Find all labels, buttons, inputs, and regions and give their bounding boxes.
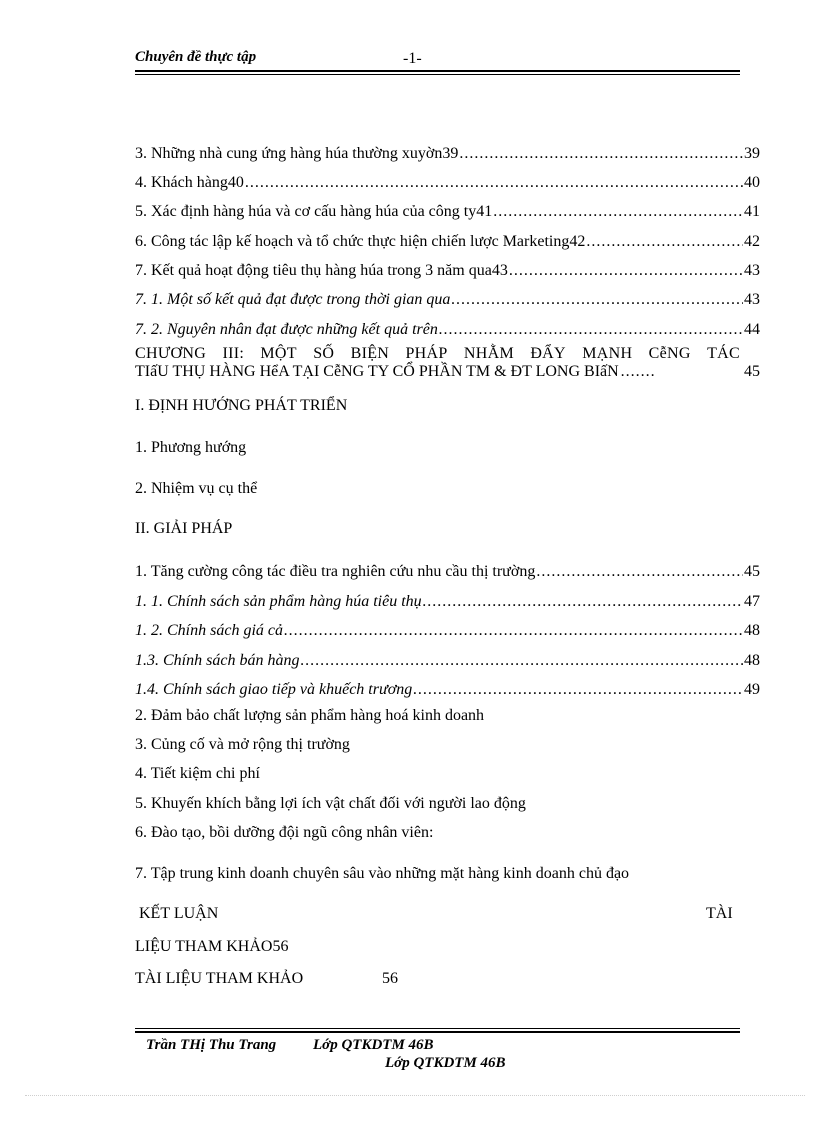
toc-entry-page: 48 (744, 652, 760, 669)
toc-entry[interactable] (135, 141, 760, 163)
toc-chapter-entry[interactable] (135, 345, 760, 381)
toc-leader: ....... (620, 363, 656, 380)
toc-entry[interactable] (135, 258, 760, 280)
conclusion-heading[interactable]: KẾT LUẬN (139, 905, 219, 922)
toc-item[interactable]: 6. Đào tạo, bồi dưỡng đội ngũ công nhân viên: (135, 824, 434, 841)
footer-rule-thin (135, 1028, 740, 1029)
toc-item[interactable]: 2. Đảm bảo chất lượng sản phẩm hàng hoá kinh doanh (135, 707, 485, 724)
toc-entry-page: 44 (744, 321, 760, 338)
toc-entry-text: 1.3. Chính sách bán hàng (135, 652, 300, 669)
toc-entry[interactable] (135, 589, 760, 611)
chapter-heading-line2 (135, 363, 760, 381)
toc-entry-page: 43 (744, 291, 760, 308)
toc-entry-page: 45 (744, 363, 760, 380)
chapter-word: BIỆN (350, 345, 390, 362)
toc-leader (451, 291, 743, 309)
page-edge-divider (25, 1095, 805, 1096)
footer-author: Trần THị Thu Trang (146, 1037, 277, 1053)
references-page: 56 (382, 970, 398, 987)
toc-leader (245, 174, 743, 192)
chapter-heading-line1 (135, 345, 740, 363)
chapter-word: MẠNH (582, 345, 633, 362)
toc-leader (459, 145, 743, 163)
toc-leader (536, 563, 743, 581)
toc-entry-page: 43 (744, 262, 760, 279)
chapter-word: NHẰM (463, 345, 514, 362)
toc-item[interactable]: 2. Nhiệm vụ cụ thể (135, 480, 258, 497)
toc-entry-text: 5. Xác định hàng húa và cơ cấu hàng húa của công ty41 (135, 203, 493, 220)
toc-entry[interactable] (135, 618, 760, 640)
header-rule-thin (135, 74, 740, 75)
toc-entry-text: 3. Những nhà cung ứng hàng húa thường xuyờn39 (135, 145, 459, 162)
references-line[interactable]: LIỆU THAM KHẢO56 (135, 938, 289, 955)
toc-entry-text: 4. Khách hàng40 (135, 174, 244, 191)
toc-item[interactable]: 7. Tập trung kinh doanh chuyên sâu vào những mặt hàng kinh doanh chủ đạo (135, 865, 630, 882)
toc-entry-text: 6. Công tác lập kế hoạch và tổ chức thực hiện chiến lược Marketing42 (135, 233, 586, 250)
toc-leader (439, 321, 743, 339)
toc-leader (509, 262, 743, 280)
toc-entry[interactable] (135, 229, 760, 251)
toc-entry[interactable] (135, 559, 760, 581)
header-rule-thick (135, 70, 740, 72)
toc-entry-page: 42 (744, 233, 760, 250)
toc-item[interactable]: 1. Phương hướng (135, 439, 247, 456)
toc-leader (493, 203, 743, 221)
toc-item[interactable]: 5. Khuyến khích bằng lợi ích vật chất đối với người lao động (135, 795, 526, 812)
toc-entry-text: 1.4. Chính sách giao tiếp và khuếch trương (135, 681, 413, 698)
chapter-word: CễNG (648, 345, 691, 362)
toc-leader (423, 593, 743, 611)
toc-leader (586, 233, 743, 251)
chapter-word: TÁC (707, 345, 740, 362)
toc-entry[interactable] (135, 648, 760, 670)
toc-leader (413, 681, 743, 699)
chapter-word: III: (222, 345, 245, 362)
toc-entry-text: 7. Kết quả hoạt động tiêu thụ hàng húa trong 3 năm qua43 (135, 262, 508, 279)
toc-entry-text: 1. 1. Chính sách sản phẩm hàng húa tiêu thụ (135, 593, 422, 610)
toc-entry-text: 7. 2. Nguyên nhân đạt được những kết quả trên (135, 321, 438, 338)
header-page-number: -1- (403, 50, 422, 67)
section-heading[interactable]: II. GIẢI PHÁP (135, 520, 233, 537)
toc-leader (284, 622, 743, 640)
toc-entry-page: 47 (744, 593, 760, 610)
toc-entry[interactable] (135, 170, 760, 192)
references-heading[interactable]: TÀI LIỆU THAM KHẢO (135, 970, 304, 987)
toc-item[interactable]: 3. Củng cố và mở rộng thị trường (135, 736, 350, 753)
chapter-word: CHƯƠNG (135, 345, 207, 362)
toc-entry[interactable] (135, 287, 760, 309)
section-heading[interactable]: I. ĐỊNH HƯỚNG PHÁT TRIỂN (135, 397, 348, 414)
chapter-word: MỘT (260, 345, 297, 362)
toc-entry-text: 1. 2. Chính sách giá cả (135, 622, 283, 639)
chapter-word: SỐ (313, 345, 335, 362)
footer-class: Lớp QTKDTM 46B (313, 1037, 434, 1053)
footer-rule-thick (135, 1031, 740, 1033)
toc-entry[interactable] (135, 199, 760, 221)
toc-entry-page: 39 (744, 145, 760, 162)
toc-leader (300, 652, 743, 670)
toc-entry-page: 48 (744, 622, 760, 639)
toc-entry[interactable] (135, 677, 760, 699)
toc-entry-page: 49 (744, 681, 760, 698)
toc-entry-page: 45 (744, 563, 760, 580)
chapter-heading-text: TIấU THỤ HÀNG HểA TẠI CễNG TY CỔ PHẦN TM & ĐT LONG BIấN (135, 363, 619, 380)
chapter-word: ĐẨY (530, 345, 566, 362)
toc-entry-text: 7. 1. Một số kết quả đạt được trong thời gian qua (135, 291, 451, 308)
toc-entry-page: 40 (744, 174, 760, 191)
header-title: Chuyên đề thực tập (135, 49, 257, 65)
chapter-word: PHÁP (405, 345, 448, 362)
toc-entry[interactable] (135, 317, 760, 339)
conclusion-trail: TÀI (706, 905, 733, 922)
toc-item[interactable]: 4. Tiết kiệm chi phí (135, 765, 260, 782)
toc-entry-text: 1. Tăng cường công tác điều tra nghiên cứu nhu cầu thị trường (135, 563, 536, 580)
toc-entry-page: 41 (744, 203, 760, 220)
footer-class-repeat: Lớp QTKDTM 46B (385, 1055, 506, 1071)
